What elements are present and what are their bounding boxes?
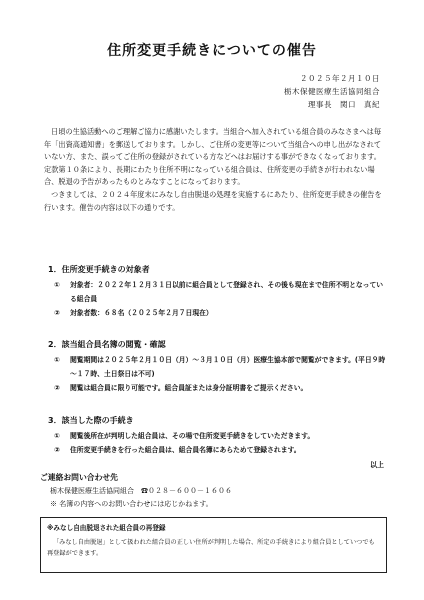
reregistration-note-box	[40, 517, 387, 573]
section-1-item-2	[54, 306, 389, 320]
note-title: ※みなし自由脱退された組合員の再登録	[47, 524, 166, 532]
item-text: 対象者数：６８名（２０２５年２月７日現在）	[70, 309, 213, 317]
item-number: ②	[54, 309, 60, 317]
section-1-title: 1．住所変更手続きの対象者	[48, 265, 150, 274]
contact-note-line: ※ 名簿の内容へのお問い合わせには応じかねます。	[50, 500, 213, 508]
intro-paragraph-1: 日頃の生協活動へのご理解ご協力に感謝いたします。当組合へ加入されている組合員のみなさまへは毎年「出資高通知書」を郵送しております。しかし、ご住所の変更等について当組合への申し出がなされていない方、また、誤ってご住所の登録がされている方などへはお届けする事ができなくなっております。定款第１０条により、長期にわたり住所不明になっている組合員は、住所変更の手続きが行われない場合、脱退の予告があったものとみなすことになっております。	[44, 127, 382, 187]
section-2-item-1	[54, 353, 389, 381]
organization-name: 栃木保健医療生活協同組合	[284, 87, 380, 96]
item-number: ②	[54, 446, 60, 454]
section-2-item-2	[54, 381, 389, 395]
item-text: 閲覧期間は２０２５年２月１０日（月）～３月１０日（月）医療生協本部で閲覧ができます。(平日９時～１７時、土日祭日は不可)	[70, 356, 386, 378]
item-text: 閲覧後所在が判明した組合員は、その場で住所変更手続きをしていただきます。	[70, 432, 315, 440]
section-3-item-1	[54, 429, 389, 443]
intro-paragraph-2: つきましては、２０２４年度末にみなし自由脱退の処理を実施するにあたり、住所変更手続きの催告を行います。催告の内容は以下の通りです。	[44, 189, 382, 212]
item-number: ①	[54, 432, 60, 440]
item-text: 住所変更手続きを行った組合員は、組合員名簿にあらためて登録されます。	[70, 446, 301, 454]
contact-phone-line: 栃木保健医療生活協同組合 ☎０２８－６００－１６０６	[50, 487, 232, 495]
contact-title: ご連絡お問い合わせ先	[40, 473, 118, 482]
item-number: ②	[54, 384, 60, 392]
issue-date: ２０２５年２月１０日	[300, 74, 380, 83]
closing-mark: 以上	[370, 461, 384, 469]
item-number: ①	[54, 281, 60, 289]
intro-text	[44, 126, 384, 214]
section-3-title: 3．該当した際の手続き	[48, 416, 134, 425]
item-text: 対象者：２０２２年１２月３１日以前に組合員として登録され、その後も現在まで住所不明となっている組合員	[70, 281, 384, 303]
note-body: 「みなし自由脱退」として扱われた組合員の正しい住所が判明した場合、所定の手続きにより組合員としていつでも再登録ができます。	[47, 539, 375, 557]
item-text: 閲覧は組合員に限り可能です。組合員証または身分証明書をご提示ください。	[70, 384, 308, 392]
item-number: ①	[54, 356, 60, 364]
document-title: 住所変更手続きについての催告	[107, 43, 317, 59]
section-2-title: 2．該当組合員名簿の閲覧・確認	[48, 340, 166, 349]
chairperson-name: 理事長 関口 真紀	[308, 100, 380, 109]
section-3-item-2	[54, 443, 389, 457]
section-1-item-1	[54, 278, 389, 306]
